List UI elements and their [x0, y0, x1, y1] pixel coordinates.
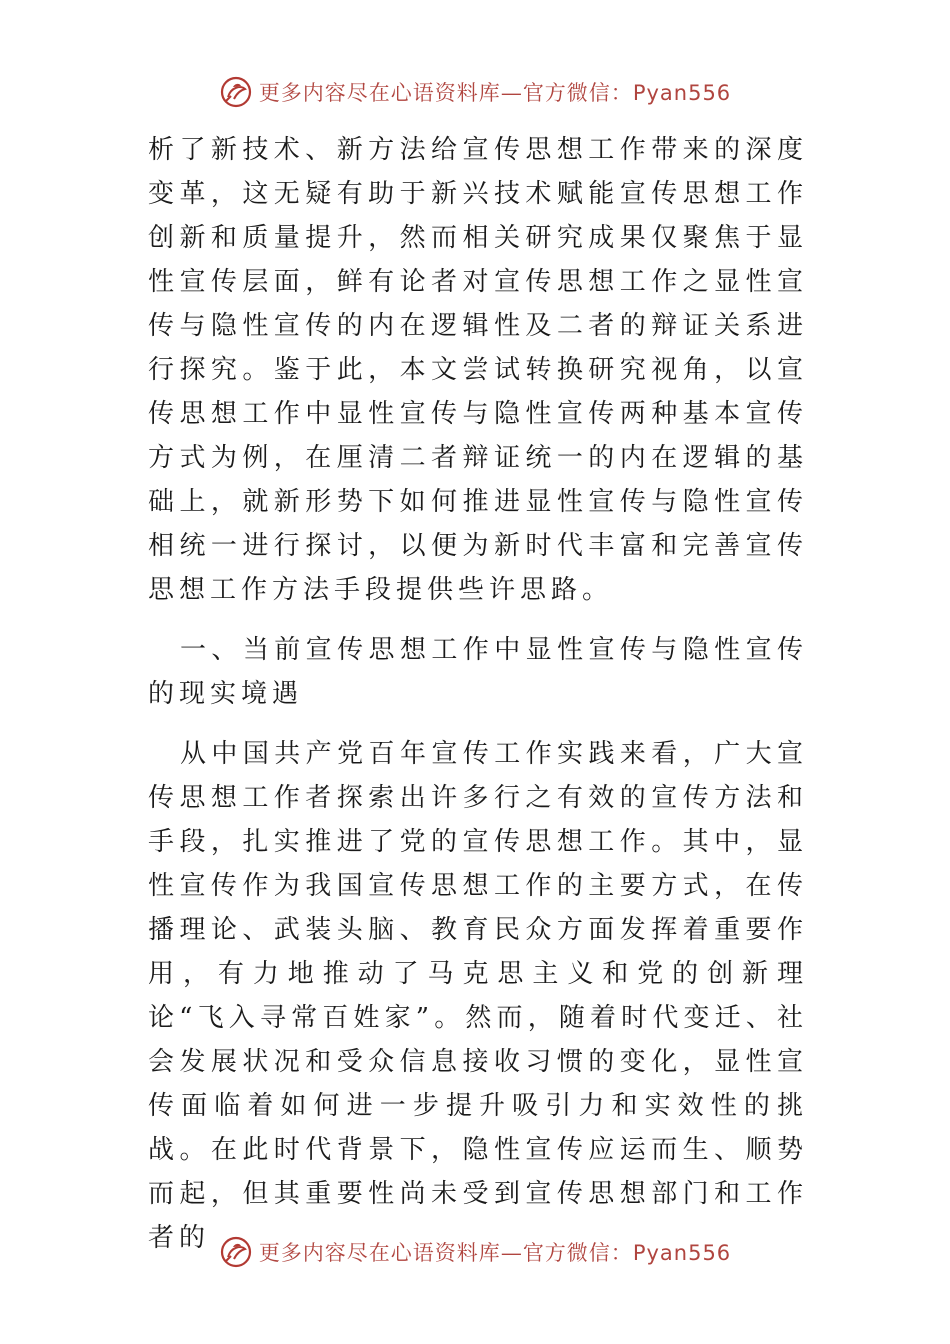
document-body: [148, 128, 808, 1260]
banner-wechat-id: Pyan556: [632, 81, 732, 105]
banner-text: [259, 1237, 731, 1267]
paragraph-1: 析了新技术、新方法给宣传思想工作带来的深度变革，这无疑有助于新兴技术赋能宣传思想工作创新和质量提升，然而相关研究成果仅聚焦于显性宣传层面，鲜有论者对宣传思想工作之显性宣传与隐性宣传的内在逻辑性及二者的辩证关系进行探究。鉴于此，本文尝试转换研究视角，以宣传思想工作中显性宣传与隐性宣传两种基本宣传方式为例，在厘清二者辩证统一的内在逻辑的基础上，就新形势下如何推进显性宣传与隐性宣传相统一进行探讨，以便为新时代丰富和完善宣传思想工作方法手段提供些许思路。: [148, 135, 808, 605]
banner-main: 更多内容尽在心语资料库: [258, 81, 501, 105]
rose-logo-icon: [219, 75, 253, 109]
header-banner: [0, 70, 950, 114]
banner-main: 更多内容尽在心语资料库: [258, 1241, 501, 1265]
banner-dash: —: [500, 81, 523, 105]
paragraph-2: 从中国共产党百年宣传工作实践来看，广大宣传思想工作者探索出许多行之有效的宣传方法和手段，扎实推进了党的宣传思想工作。其中，显性宣传作为我国宣传思想工作的主要方式，在传播理论、武装头脑、教育民众方面发挥着重要作用，有力地推动了马克思主义和党的创新理论“飞入寻常百姓家”。然而，随着时代变迁、社会发展状况和受众信息接收习惯的变化，显性宣传面临着如何进一步提升吸引力和实效性的挑战。在此时代背景下，隐性宣传应运而生、顺势而起，但其重要性尚未受到宣传思想部门和工作者的: [148, 739, 808, 1253]
banner-wechat-id: Pyan556: [632, 1241, 732, 1265]
section-heading-1: 一、当前宣传思想工作中显性宣传与隐性宣传的现实境遇: [148, 635, 808, 709]
footer-banner: [0, 1230, 950, 1274]
banner-wechat-label: 官方微信：: [522, 1241, 633, 1265]
banner-dash: —: [500, 1241, 523, 1265]
banner-wechat-label: 官方微信：: [522, 81, 633, 105]
rose-logo-icon: [219, 1235, 253, 1269]
banner-text: [259, 77, 731, 107]
